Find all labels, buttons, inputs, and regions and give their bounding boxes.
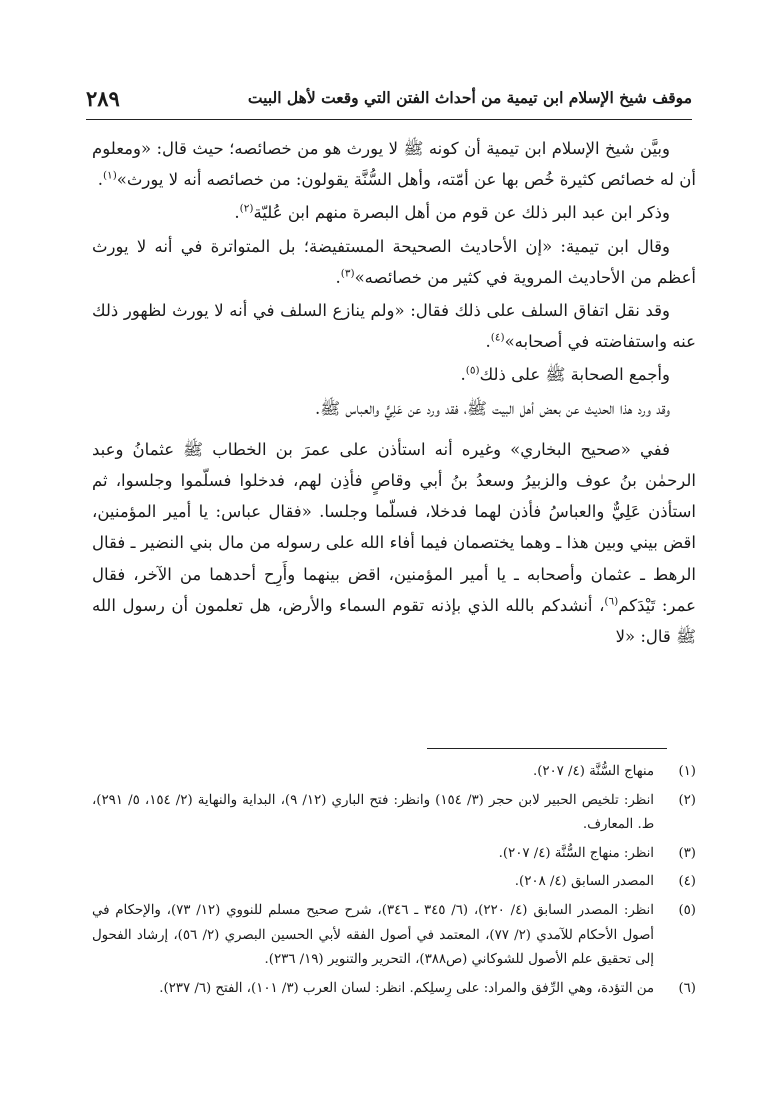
footnote [92,977,696,1002]
footnotes [92,760,696,1005]
paragraph: وأجمع الصحابة ﷺ على ذلك$^{(٥)}$. [460,364,670,385]
page-number: ٢٨٩ [86,86,120,111]
footnote [92,760,696,785]
paragraph: وقال ابن تيمية: «إن الأحاديث الصحيحة المستفيضة؛ بل المتواترة في أنه لا يورث أعظم من الأحاديث المروية في كثير من خصائصه»$^{(٣)}$. [92,236,696,287]
footnote-number: (٦) [678,980,696,996]
running-header [86,86,692,116]
footnote-number: (١) [678,764,696,779]
footnote-text: المصدر السابق (٤/ ٢٠٨). [514,874,654,890]
footnote-ref: (٦) [604,595,619,608]
footnote-number: (٤) [678,874,696,890]
footnote-number: (٣) [678,845,696,861]
paragraph: وبيَّن شيخ الإسلام ابن تيمية أن كونه ﷺ لا يورث هو من خصائصه؛ حيث قال: «ومعلوم أن له خصائص كثيرة خُص بها عن أمّته، وأهل السُّنَّة يقولون: من خصائصه أنه لا يورث»$^{(١)}$. [92,139,696,190]
footnote-text: من التؤدة، وهي الرِّفق والمراد: على رِسلِكم. انظر: لسان العرب (٣/ ١٠١)، الفتح (٦/ ٢٣٧). [159,980,654,996]
main-text [92,133,696,652]
footnote-text: انظر: المصدر السابق (٤/ ٢٢٠)، (٦/ ٣٤٥ ـ ٣٤٦)، شرح صحيح مسلم للنووي (١٢/ ٧٣)، والإحكام في أصول الأحكام للآمدي (٢/ ٧٧)، المعتمد في أصول الفقه لأبي الحسين البصري (٢/ ٥٦)، إرشاد الفحول إلى تحقيق علم الأصول للشوكاني (ص٣٨٨)، التحرير والتنوير (١٩/ ٢٣٦). [92,902,654,968]
paragraph: وذكر ابن عبد البر ذلك عن قوم من أهل البصرة منهم ابن عُليّة$^{(٢)}$. [234,202,670,223]
footnote-number: (٢) [678,792,696,808]
paragraph: ففي «صحيح البخاري» وغيره أنه استأذن على عمرَ بن الخطاب ﷺ عثمانُ وعبد الرحمٰن بنُ عوف والزبيرُ وسعدُ بنُ أبي وقاصٍ فأذِن لهم، فدخلوا فسلّموا وجلسوا، ثم استأذن عَلِيٌّ والعباسُ فأذن لهما فدخلا، فسلّما وجلسا. «فقال عباس: يا أمير المؤمنين، اقض بيني وبين هذا ـ وهما يختصمان فيما أفاء الله على رسوله من مال بني النضير ـ فقال الرهط ـ عثمان وأصحابه ـ يا أمير المؤمنين، اقض بينهما وأَرِح أحدهما من الآخر، فقال عمر: تَيْدَكم$^{(٦)}$، أنشدكم بالله الذي بإذنه تقوم السماء والأرض، هل تعلمون أن رسول الله ﷺ قال: «لا [92,439,696,647]
header-divider [86,119,692,120]
footnote-ref: (٢) [239,202,254,215]
paragraph: وقد نقل اتفاق السلف على ذلك فقال: «ولم ينازع السلف في أنه لا يورث لظهور ذلك عنه واستفاضته في أصحابه»$^{(٤)}$. [92,301,696,352]
footnote-ref: (١) [102,169,117,182]
footnote [92,899,696,973]
footnote-ref: (٤) [490,331,505,344]
footnote-ref: (٣) [340,267,355,280]
chapter-title: موقف شيخ الإسلام ابن تيمية من أحداث الفتن التي وقعت لأهل البيت [247,88,692,107]
footnote [92,789,696,838]
footnote-text: انظر: تلخيص الحبير لابن حجر (٣/ ١٥٤) وانظر: فتح الباري (١٢/ ٩)، البداية والنهاية (٢/ ١٥٤، ٥/ ٢٩١)، ط. المعارف. [92,792,654,833]
footnote-divider [427,748,667,749]
footnote [92,842,696,867]
paragraph: وقد ورد هذا الحديث عن بعض أهل البيت ﷺ، فقد ورد عن عَلِيٍّ والعباس ﷺ. [314,398,670,418]
footnote-number: (٥) [678,902,696,918]
footnote-text: منهاج السُّنَّة (٤/ ٢٠٧). [532,764,654,779]
footnote-text: انظر: منهاج السُّنَّة (٤/ ٢٠٧). [498,845,654,861]
footnote [92,870,696,895]
footnote-ref: (٥) [465,364,480,377]
